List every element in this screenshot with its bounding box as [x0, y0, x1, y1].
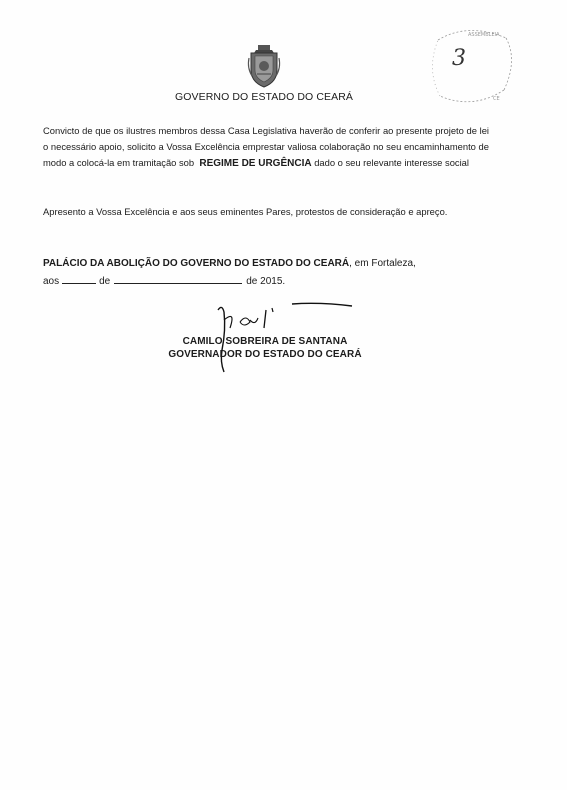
month-blank: [114, 274, 242, 284]
body-paragraph-2: Apresento a Vossa Excelência e aos seus eminentes Pares, protestos de consideração e apreço.: [43, 206, 448, 217]
stamp-page-number: 3: [452, 46, 466, 71]
signatory-name: CAMILO SOBREIRA DE SANTANA: [182, 336, 348, 347]
header-title: GOVERNO DO ESTADO DO CEARÁ: [174, 91, 353, 103]
protocol-stamp-icon: [418, 20, 523, 112]
paragraph1-text: Convicto de que os ilustres membros dessa Casa Legislativa haverão de conferir ao presente projeto de lei o necessário apoio, solicito a Vossa Excelência emprestar valiosa colaboração no seu encaminhamento de modo a colocá-la em tramitação sob: [43, 125, 489, 168]
closing-place-name: PALÁCIO DA ABOLIÇÃO DO GOVERNO DO ESTADO DO CEARÁ: [43, 258, 350, 269]
date-line: [43, 274, 343, 287]
paragraph1-tail: dado o seu relevante interesse social: [314, 157, 469, 168]
regime-urgencia-label: REGIME DE URGÊNCIA: [199, 158, 312, 169]
closing-place-tail: , em Fortaleza,: [349, 258, 416, 269]
state-coat-of-arms-icon: [246, 44, 282, 88]
date-middle: de: [99, 276, 111, 287]
date-prefix: aos: [43, 276, 60, 287]
day-blank: [62, 274, 96, 284]
body-paragraph-1: [43, 123, 489, 172]
svg-text:ASSEMBLEIA: ASSEMBLEIA: [468, 32, 500, 38]
signatory-role: GOVERNADOR DO ESTADO DO CEARÁ: [168, 349, 362, 360]
svg-text:CE: CE: [493, 96, 500, 102]
closing-place: [43, 256, 489, 272]
date-suffix: de 2015.: [246, 276, 286, 287]
